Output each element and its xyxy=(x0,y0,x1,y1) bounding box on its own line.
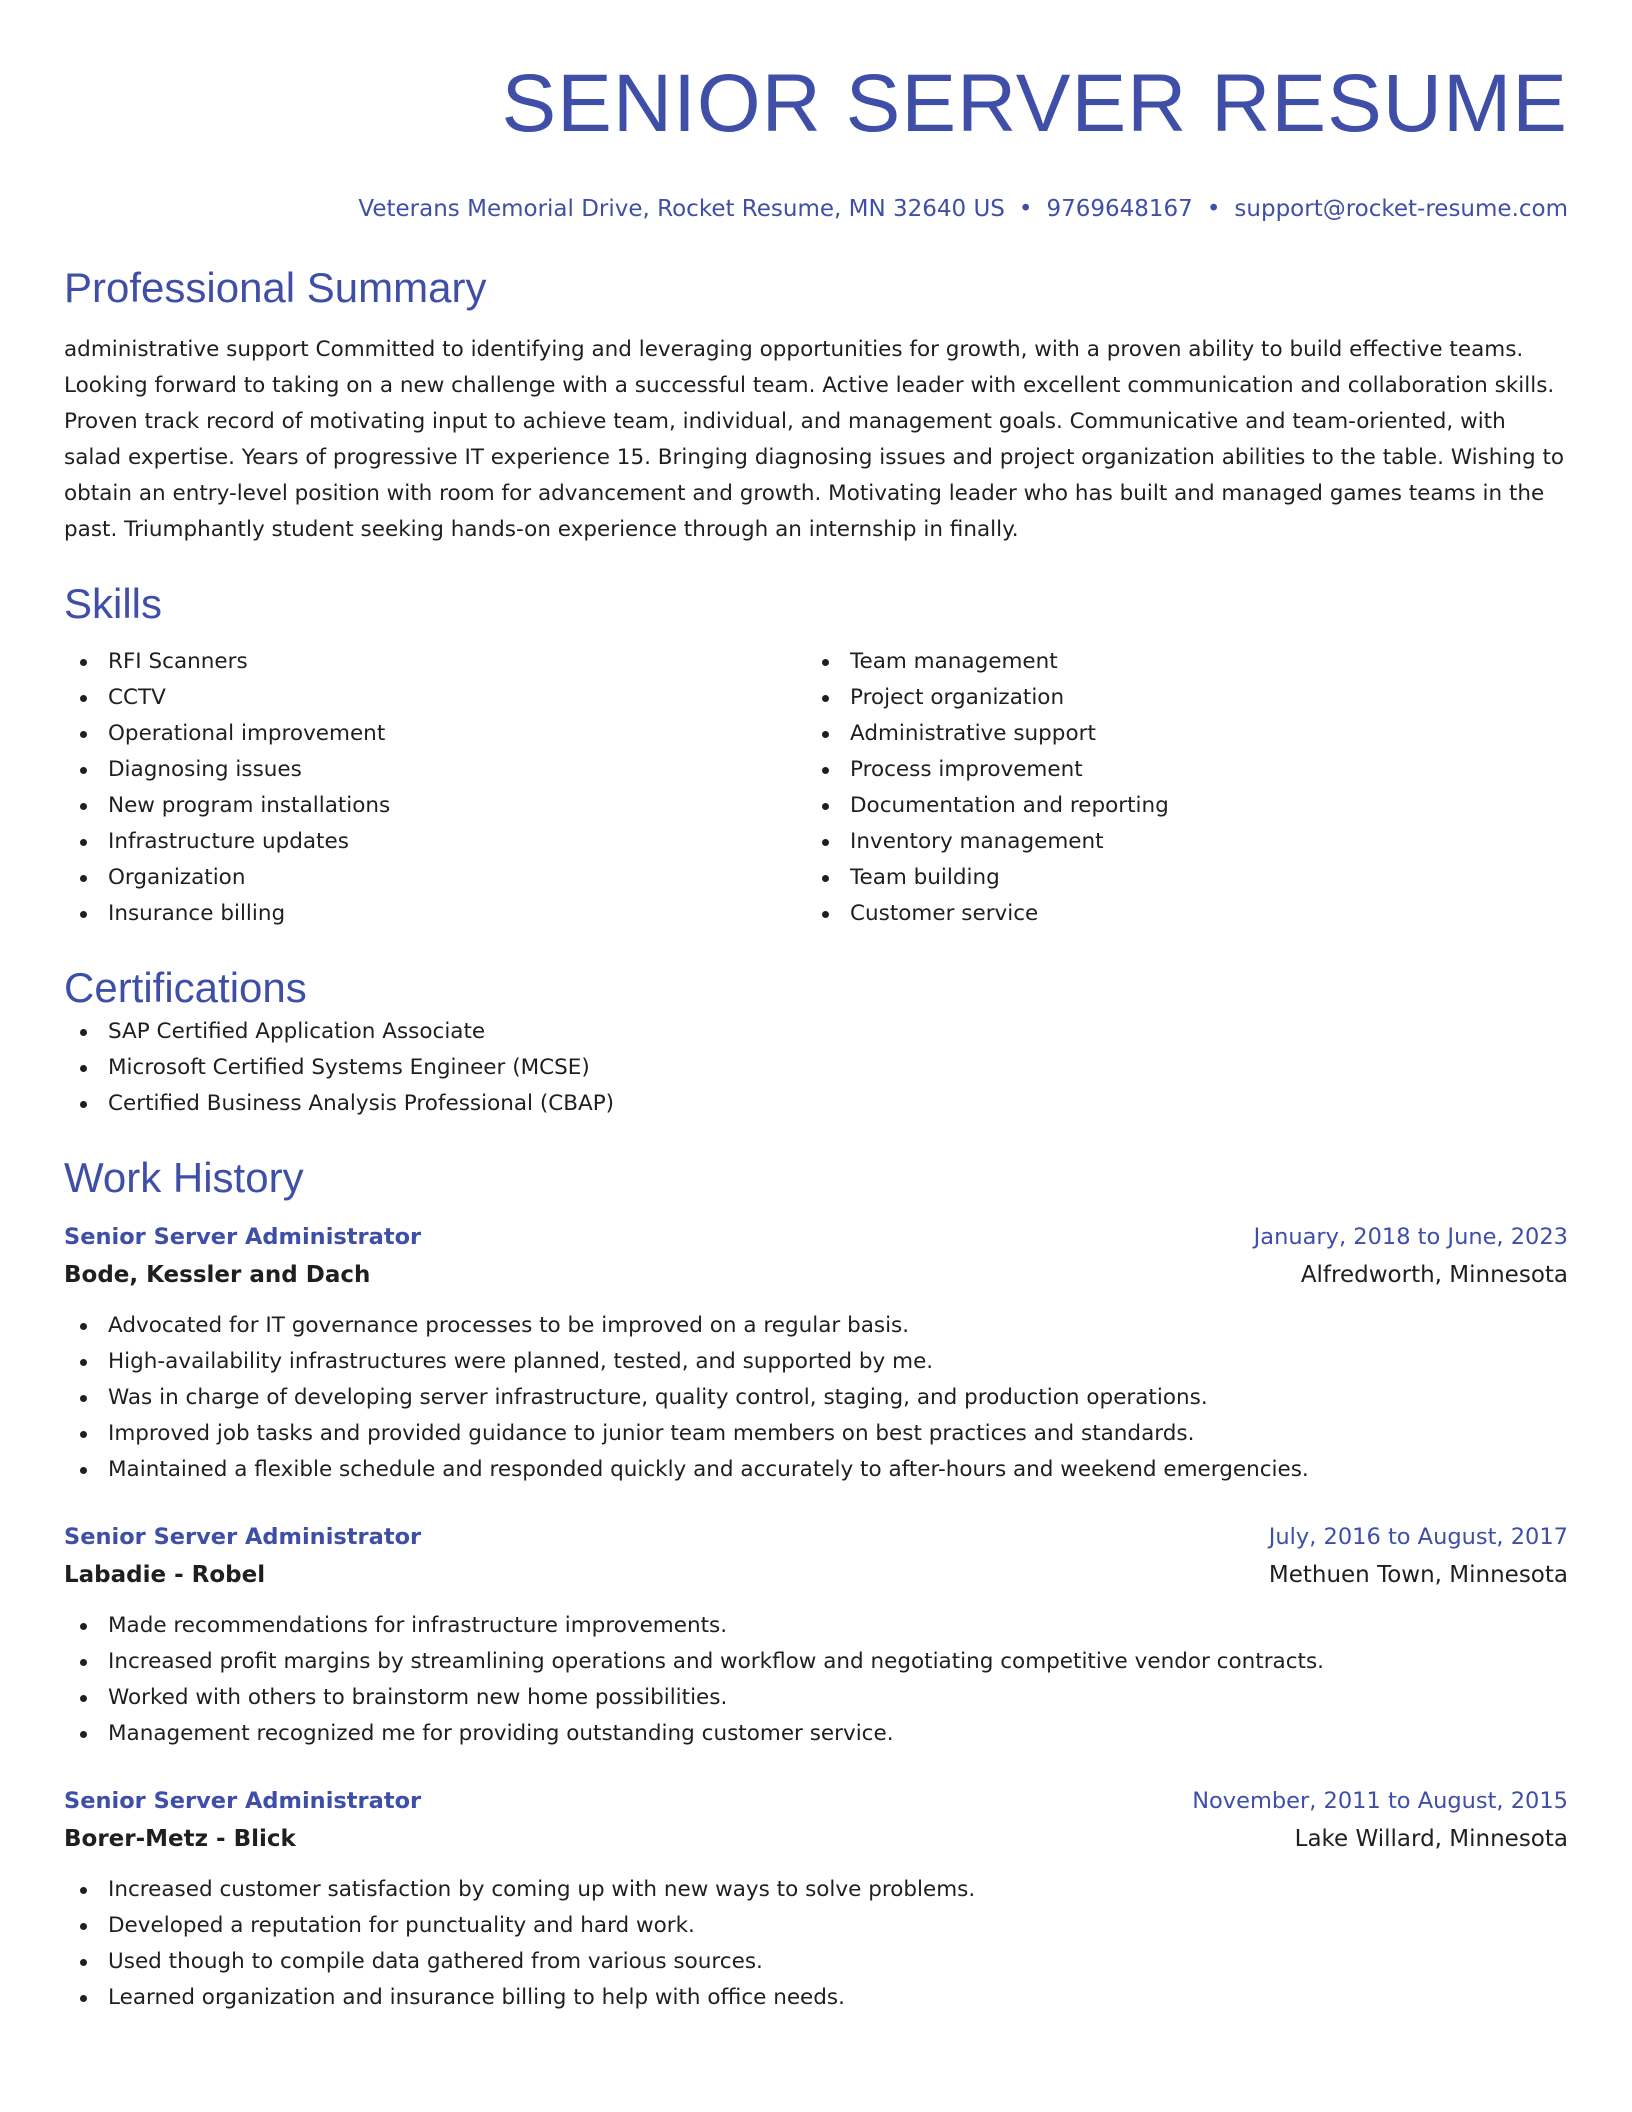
skill-item: Team management xyxy=(806,644,1548,680)
skill-item: Process improvement xyxy=(806,752,1548,788)
skills-column-right xyxy=(806,644,1548,932)
resume-title: SENIOR SERVER RESUME xyxy=(501,58,1568,149)
skill-item: New program installations xyxy=(64,788,806,824)
skill-item: Team building xyxy=(806,860,1548,896)
certifications-heading: Certifications xyxy=(64,964,307,1011)
job-bullet: High-availability infrastructures were planned, tested, and supported by me. xyxy=(64,1344,1568,1380)
skills-list-right xyxy=(806,644,1548,932)
skill-item: Diagnosing issues xyxy=(64,752,806,788)
job-dates: January, 2018 to June, 2023 xyxy=(1253,1224,1568,1250)
job-bullet: Maintained a flexible schedule and responded quickly and accurately to after-hours and weekend emergencies. xyxy=(64,1452,1568,1488)
skills-grid xyxy=(64,644,1568,932)
job-header xyxy=(64,1218,1568,1256)
job-bullet: Learned organization and insurance billing to help with office needs. xyxy=(64,1980,1568,2016)
skills-column-left xyxy=(64,644,806,932)
contact-line xyxy=(64,194,1568,224)
job-dates: November, 2011 to August, 2015 xyxy=(1192,1788,1568,1814)
certification-item: Certified Business Analysis Professional (CBAP) xyxy=(64,1086,1568,1122)
job-bullet: Increased customer satisfaction by coming up with new ways to solve problems. xyxy=(64,1872,1568,1908)
job-dates: July, 2016 to August, 2017 xyxy=(1268,1524,1568,1550)
job-bullet: Worked with others to brainstorm new home possibilities. xyxy=(64,1680,1568,1716)
skill-item: Customer service xyxy=(806,896,1548,932)
skill-item: Documentation and reporting xyxy=(806,788,1548,824)
job-entry xyxy=(64,1218,1568,1488)
job-header xyxy=(64,1518,1568,1556)
certification-item: SAP Certified Application Associate xyxy=(64,1014,1568,1050)
skill-item: Administrative support xyxy=(806,716,1548,752)
job-subheader xyxy=(64,1556,1568,1594)
skills-list-left xyxy=(64,644,806,932)
skill-item: Infrastructure updates xyxy=(64,824,806,860)
job-role: Senior Server Administrator xyxy=(64,1788,422,1814)
job-bullet: Increased profit margins by streamlining operations and workflow and negotiating competitive vendor contracts. xyxy=(64,1644,1568,1680)
job-bullet: Advocated for IT governance processes to be improved on a regular basis. xyxy=(64,1308,1568,1344)
job-bullet: Made recommendations for infrastructure improvements. xyxy=(64,1608,1568,1644)
skill-item: Project organization xyxy=(806,680,1548,716)
skill-item: Insurance billing xyxy=(64,896,806,932)
job-bullet: Was in charge of developing server infrastructure, quality control, staging, and production operations. xyxy=(64,1380,1568,1416)
job-role: Senior Server Administrator xyxy=(64,1224,422,1250)
skill-item: Inventory management xyxy=(806,824,1548,860)
summary-heading: Professional Summary xyxy=(64,264,487,311)
job-bullets xyxy=(64,1608,1568,1752)
skill-item: Operational improvement xyxy=(64,716,806,752)
skill-item: CCTV xyxy=(64,680,806,716)
summary-text: administrative support Committed to identifying and leveraging opportunities for growth, with a proven ability to build effective teams. Looking forward to taking on a new challenge with a successful team. Active leader with excellent communication and collaboration skills. Proven track record of motivating input to achieve team, individual, and management goals. Communicative and team-oriented, with salad expertise. Years of progressive IT experience 15. Bringing diagnosing issues and project organization abilities to the table. Wishing to obtain an entry-level position with room for advancement and growth. Motivating leader who has built and managed games teams in the past. Triumphantly student seeking hands-on experience through an internship in finally. xyxy=(64,337,1565,542)
job-company: Bode, Kessler and Dach xyxy=(64,1262,371,1288)
certifications-list xyxy=(64,1014,1568,1122)
skill-item: Organization xyxy=(64,860,806,896)
contact-email[interactable]: support@rocket-resume.com xyxy=(1234,196,1568,222)
skill-item: RFI Scanners xyxy=(64,644,806,680)
job-location: Lake Willard, Minnesota xyxy=(1294,1826,1568,1852)
job-location: Methuen Town, Minnesota xyxy=(1268,1562,1568,1588)
job-company: Borer-Metz - Blick xyxy=(64,1826,296,1852)
work-history-heading: Work History xyxy=(64,1154,304,1201)
job-bullet: Management recognized me for providing outstanding customer service. xyxy=(64,1716,1568,1752)
skills-heading: Skills xyxy=(64,580,163,627)
contact-separator: • xyxy=(1206,196,1221,222)
resume-page xyxy=(64,0,1568,2016)
certification-item: Microsoft Certified Systems Engineer (MCSE) xyxy=(64,1050,1568,1086)
job-bullet: Developed a reputation for punctuality and hard work. xyxy=(64,1908,1568,1944)
job-company: Labadie - Robel xyxy=(64,1562,266,1588)
job-bullets xyxy=(64,1872,1568,2016)
job-subheader xyxy=(64,1256,1568,1294)
job-bullet: Used though to compile data gathered from various sources. xyxy=(64,1944,1568,1980)
contact-phone: 9769648167 xyxy=(1046,196,1193,222)
job-header xyxy=(64,1782,1568,1820)
job-subheader xyxy=(64,1820,1568,1858)
job-role: Senior Server Administrator xyxy=(64,1524,422,1550)
job-bullet: Improved job tasks and provided guidance to junior team members on best practices and standards. xyxy=(64,1416,1568,1452)
job-entry xyxy=(64,1518,1568,1752)
job-bullets xyxy=(64,1308,1568,1488)
job-entry xyxy=(64,1782,1568,2016)
contact-separator: • xyxy=(1018,196,1033,222)
contact-address: Veterans Memorial Drive, Rocket Resume, MN 32640 US xyxy=(358,196,1005,222)
job-location: Alfredworth, Minnesota xyxy=(1300,1262,1568,1288)
